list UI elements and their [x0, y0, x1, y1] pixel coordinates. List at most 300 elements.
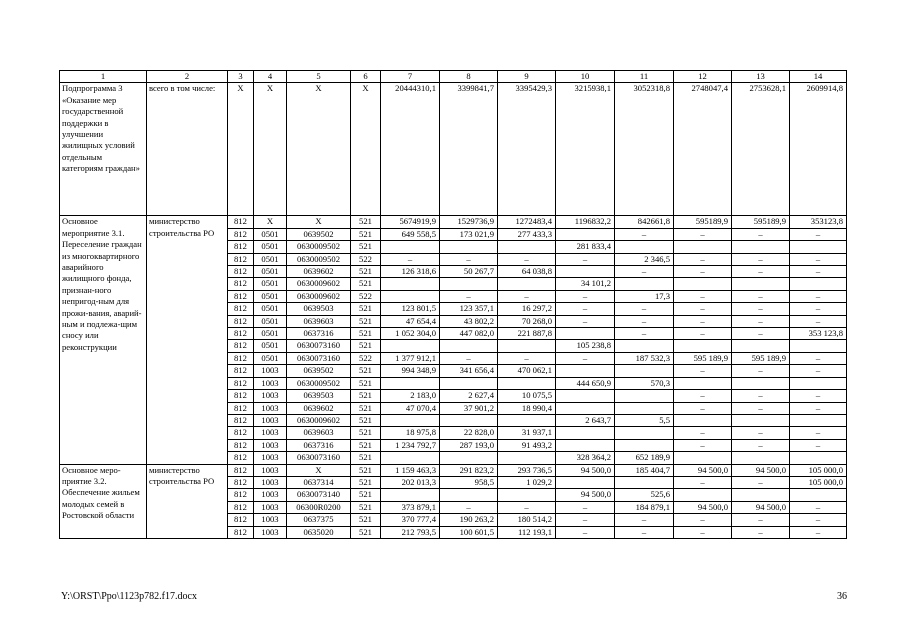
table-cell: 112 193,1: [498, 526, 556, 538]
column-header: 10: [556, 71, 615, 83]
table-cell: 373 879,1: [381, 501, 440, 513]
table-cell: –: [732, 315, 790, 327]
program-label: Основное мероприятие 3.1. Переселение граждан из многоквартирного аварийного жилищного фонда, признан-ного непригод-ным для прожи-вания, аварий-ным и подлежа-щим сносу или реконструкции: [60, 216, 147, 464]
table-cell: [381, 290, 440, 302]
table-cell: –: [556, 303, 615, 315]
table-cell: –: [674, 228, 732, 240]
table-cell: 341 656,4: [440, 365, 498, 377]
table-cell: 328 364,2: [556, 452, 615, 464]
column-header: 4: [254, 71, 287, 83]
table-cell: 18 975,8: [381, 427, 440, 439]
table-cell: 812: [228, 514, 254, 526]
table-cell: Х: [351, 83, 381, 216]
table-cell: 22 828,0: [440, 427, 498, 439]
table-cell: –: [790, 526, 847, 538]
table-cell: 812: [228, 390, 254, 402]
table-cell: [615, 340, 674, 352]
table-cell: 43 802,2: [440, 315, 498, 327]
table-cell: 0501: [254, 303, 287, 315]
column-header: 3: [228, 71, 254, 83]
table-cell: [790, 340, 847, 352]
table-cell: [732, 340, 790, 352]
table-cell: –: [674, 526, 732, 538]
table-cell: 1003: [254, 439, 287, 451]
table-cell: 190 263,2: [440, 514, 498, 526]
table-cell: 0501: [254, 352, 287, 364]
table-cell: 994 348,9: [381, 365, 440, 377]
table-cell: [556, 365, 615, 377]
table-cell: 126 318,6: [381, 266, 440, 278]
table-cell: [440, 414, 498, 426]
table-cell: 123 357,1: [440, 303, 498, 315]
table-cell: 18 990,4: [498, 402, 556, 414]
table-cell: –: [732, 390, 790, 402]
table-cell: 10 075,5: [498, 390, 556, 402]
table-cell: –: [440, 253, 498, 265]
table-cell: –: [556, 290, 615, 302]
table-cell: 521: [351, 439, 381, 451]
table-cell: [674, 414, 732, 426]
table-cell: 185 404,7: [615, 464, 674, 476]
table-cell: 0630073140: [287, 489, 351, 501]
table-cell: 100 601,5: [440, 526, 498, 538]
table-cell: 842661,8: [615, 216, 674, 228]
table-cell: 1003: [254, 526, 287, 538]
table-cell: 0639502: [287, 365, 351, 377]
table-cell: 291 823,2: [440, 464, 498, 476]
table-cell: 94 500,0: [674, 501, 732, 513]
table-cell: 0501: [254, 228, 287, 240]
table-cell: [615, 427, 674, 439]
table-cell: 595 189,9: [732, 352, 790, 364]
table-cell: 521: [351, 464, 381, 476]
table-cell: [381, 452, 440, 464]
table-cell: 180 514,2: [498, 514, 556, 526]
table-cell: 287 193,0: [440, 439, 498, 451]
table-cell: 1003: [254, 402, 287, 414]
table-cell: –: [732, 365, 790, 377]
program-label: Подпрограмма 3 «Оказание мер государственной поддержки в улучшении жилищных условий отдельным категориям граждан»: [60, 83, 147, 216]
table-cell: 521: [351, 266, 381, 278]
table-cell: Х: [228, 83, 254, 216]
table-cell: [556, 266, 615, 278]
table-cell: 37 901,2: [440, 402, 498, 414]
table-cell: [790, 452, 847, 464]
table-cell: 184 879,1: [615, 501, 674, 513]
table-cell: 812: [228, 464, 254, 476]
table-cell: –: [790, 501, 847, 513]
table-cell: –: [615, 228, 674, 240]
table-cell: –: [674, 390, 732, 402]
table-cell: 0501: [254, 241, 287, 253]
table-cell: –: [790, 427, 847, 439]
table-cell: 812: [228, 266, 254, 278]
table-cell: [615, 390, 674, 402]
table-cell: 2 346,5: [615, 253, 674, 265]
table-cell: 0501: [254, 290, 287, 302]
table-cell: [556, 476, 615, 488]
column-header: 8: [440, 71, 498, 83]
table-cell: 812: [228, 476, 254, 488]
table-cell: –: [790, 402, 847, 414]
table-cell: 2 183,0: [381, 390, 440, 402]
table-cell: 812: [228, 501, 254, 513]
table-cell: 221 887,8: [498, 328, 556, 340]
table-cell: 105 000,0: [790, 464, 847, 476]
table-cell: [790, 414, 847, 426]
table-cell: [381, 489, 440, 501]
table-cell: 812: [228, 526, 254, 538]
table-cell: [498, 340, 556, 352]
table-cell: 812: [228, 352, 254, 364]
table-cell: 0501: [254, 315, 287, 327]
table-cell: –: [498, 253, 556, 265]
table-cell: [615, 402, 674, 414]
table-cell: [790, 278, 847, 290]
table-cell: [556, 402, 615, 414]
table-cell: 0635020: [287, 526, 351, 538]
table-cell: 34 101,2: [556, 278, 615, 290]
table-cell: 521: [351, 216, 381, 228]
table-cell: [498, 377, 556, 389]
table-cell: 0639603: [287, 427, 351, 439]
table-cell: –: [556, 501, 615, 513]
table-cell: –: [615, 514, 674, 526]
table-cell: 570,3: [615, 377, 674, 389]
table-cell: 94 500,0: [556, 489, 615, 501]
table-cell: [381, 340, 440, 352]
column-header: 2: [147, 71, 228, 83]
table-cell: 2 627,4: [440, 390, 498, 402]
table-cell: –: [790, 253, 847, 265]
table-cell: 0501: [254, 278, 287, 290]
table-cell: [732, 489, 790, 501]
table-cell: 521: [351, 340, 381, 352]
table-cell: [498, 414, 556, 426]
table-cell: 277 433,3: [498, 228, 556, 240]
table-cell: –: [790, 514, 847, 526]
table-cell: 595 189,9: [674, 352, 732, 364]
table-cell: 202 013,3: [381, 476, 440, 488]
table-cell: [732, 452, 790, 464]
table-cell: Х: [287, 83, 351, 216]
table-cell: –: [556, 253, 615, 265]
table-cell: 0639503: [287, 303, 351, 315]
table-cell: 444 650,9: [556, 377, 615, 389]
table-cell: –: [732, 476, 790, 488]
table-cell: 521: [351, 377, 381, 389]
table-cell: –: [440, 501, 498, 513]
table-cell: –: [790, 390, 847, 402]
file-path: Y:\ORST\Ppo\1123p782.f17.docx: [61, 591, 197, 602]
table-cell: 521: [351, 414, 381, 426]
table-cell: [674, 241, 732, 253]
table-cell: –: [732, 228, 790, 240]
table-cell: 94 500,0: [732, 464, 790, 476]
table-cell: 470 062,1: [498, 365, 556, 377]
table-cell: 652 189,9: [615, 452, 674, 464]
table-cell: 812: [228, 439, 254, 451]
table-cell: 47 070,4: [381, 402, 440, 414]
table-cell: 0630009602: [287, 290, 351, 302]
table-cell: 1003: [254, 390, 287, 402]
table-cell: 521: [351, 328, 381, 340]
table-cell: –: [790, 315, 847, 327]
table-cell: 1003: [254, 464, 287, 476]
column-header: 5: [287, 71, 351, 83]
table-cell: 105 238,8: [556, 340, 615, 352]
table-cell: –: [674, 290, 732, 302]
table-cell: 1003: [254, 476, 287, 488]
table-cell: [674, 489, 732, 501]
table-cell: [381, 377, 440, 389]
table-cell: –: [674, 315, 732, 327]
table-cell: 0637314: [287, 476, 351, 488]
table-cell: 105 000,0: [790, 476, 847, 488]
executor-cell: министерство строительства РО: [147, 464, 228, 538]
table-cell: 0630009502: [287, 241, 351, 253]
table-cell: 521: [351, 278, 381, 290]
table-cell: Х: [287, 464, 351, 476]
table-cell: 812: [228, 452, 254, 464]
table-cell: 2748047,4: [674, 83, 732, 216]
table-cell: 812: [228, 427, 254, 439]
table-cell: 0639603: [287, 315, 351, 327]
table-cell: 0501: [254, 253, 287, 265]
table-cell: 525,6: [615, 489, 674, 501]
table-cell: –: [615, 328, 674, 340]
table-cell: [674, 377, 732, 389]
header-row: [60, 71, 847, 83]
table-cell: 812: [228, 365, 254, 377]
table-cell: 1003: [254, 489, 287, 501]
column-header: 14: [790, 71, 847, 83]
table-cell: 595189,9: [732, 216, 790, 228]
table-cell: –: [790, 228, 847, 240]
table-cell: 447 082,0: [440, 328, 498, 340]
table-cell: 293 736,5: [498, 464, 556, 476]
table-cell: 521: [351, 452, 381, 464]
table-cell: 521: [351, 427, 381, 439]
table-cell: –: [556, 315, 615, 327]
table-cell: [440, 278, 498, 290]
table-cell: –: [674, 514, 732, 526]
table-cell: 1003: [254, 514, 287, 526]
table-cell: 521: [351, 390, 381, 402]
table-cell: 812: [228, 414, 254, 426]
table-cell: –: [674, 439, 732, 451]
table-row: [60, 464, 847, 476]
table-cell: 353123,8: [790, 216, 847, 228]
column-header: 12: [674, 71, 732, 83]
table-cell: –: [790, 439, 847, 451]
table-cell: 3052318,8: [615, 83, 674, 216]
table-cell: 595189,9: [674, 216, 732, 228]
table-cell: –: [732, 290, 790, 302]
table-cell: 123 801,5: [381, 303, 440, 315]
table-cell: [674, 278, 732, 290]
table-cell: [556, 390, 615, 402]
table-cell: [615, 476, 674, 488]
table-cell: –: [615, 315, 674, 327]
table-cell: 0637375: [287, 514, 351, 526]
table-cell: 521: [351, 365, 381, 377]
table-cell: 1 377 912,1: [381, 352, 440, 364]
table-cell: 91 493,2: [498, 439, 556, 451]
table-cell: –: [732, 526, 790, 538]
table-cell: –: [381, 253, 440, 265]
table-cell: –: [615, 303, 674, 315]
table-cell: 812: [228, 241, 254, 253]
table-cell: [498, 489, 556, 501]
table-cell: –: [732, 303, 790, 315]
table-cell: –: [674, 476, 732, 488]
table-cell: 353 123,8: [790, 328, 847, 340]
table-cell: 370 777,4: [381, 514, 440, 526]
table-cell: 1 159 463,3: [381, 464, 440, 476]
table-cell: 64 038,8: [498, 266, 556, 278]
table-cell: Х: [287, 216, 351, 228]
table-cell: [732, 414, 790, 426]
table-cell: –: [440, 352, 498, 364]
table-cell: –: [556, 352, 615, 364]
table-cell: 521: [351, 228, 381, 240]
table-cell: –: [732, 439, 790, 451]
table-cell: 94 500,0: [732, 501, 790, 513]
table-cell: 1 234 792,7: [381, 439, 440, 451]
executor-cell: министерство строительства РО: [147, 216, 228, 464]
table-cell: 1003: [254, 414, 287, 426]
table-cell: 521: [351, 526, 381, 538]
table-cell: 0637316: [287, 439, 351, 451]
table-cell: 3215938,1: [556, 83, 615, 216]
table-cell: –: [674, 427, 732, 439]
table-cell: [732, 377, 790, 389]
table-cell: –: [732, 402, 790, 414]
table-cell: 812: [228, 216, 254, 228]
column-header: 9: [498, 71, 556, 83]
table-cell: –: [674, 253, 732, 265]
table-cell: 958,5: [440, 476, 498, 488]
table-cell: 0501: [254, 328, 287, 340]
table-cell: [790, 489, 847, 501]
table-cell: 812: [228, 303, 254, 315]
table-cell: –: [732, 427, 790, 439]
table-cell: –: [615, 266, 674, 278]
table-cell: 70 268,0: [498, 315, 556, 327]
table-cell: [381, 241, 440, 253]
table-cell: 0630073160: [287, 452, 351, 464]
table-cell: 17,3: [615, 290, 674, 302]
program-label: Основное меро-приятие 3.2. Обеспечение жильем молодых семей в Ростовской области: [60, 464, 147, 538]
table-cell: [615, 439, 674, 451]
table-cell: 212 793,5: [381, 526, 440, 538]
table-cell: [498, 241, 556, 253]
table-cell: [498, 278, 556, 290]
table-cell: 0639602: [287, 402, 351, 414]
table-cell: 0630009502: [287, 377, 351, 389]
table-cell: [732, 241, 790, 253]
table-cell: –: [498, 352, 556, 364]
table-cell: 522: [351, 290, 381, 302]
column-header: 7: [381, 71, 440, 83]
table-cell: 522: [351, 253, 381, 265]
table-cell: 3399841,7: [440, 83, 498, 216]
table-cell: 522: [351, 352, 381, 364]
table-cell: 16 297,2: [498, 303, 556, 315]
table-cell: 20444310,1: [381, 83, 440, 216]
table-row: [60, 216, 847, 228]
table-cell: [556, 439, 615, 451]
table-cell: 94 500,0: [674, 464, 732, 476]
table-cell: 1003: [254, 452, 287, 464]
column-header: 1: [60, 71, 147, 83]
table-cell: [440, 241, 498, 253]
table-cell: 0630009602: [287, 278, 351, 290]
table-cell: 06300R0200: [287, 501, 351, 513]
table-cell: 0637316: [287, 328, 351, 340]
table-cell: 812: [228, 315, 254, 327]
table-cell: 812: [228, 402, 254, 414]
table-cell: 31 937,1: [498, 427, 556, 439]
table-cell: –: [440, 290, 498, 302]
table-cell: –: [498, 290, 556, 302]
table-cell: 812: [228, 228, 254, 240]
table-cell: –: [674, 402, 732, 414]
table-cell: [440, 377, 498, 389]
table-cell: [790, 241, 847, 253]
table-cell: [615, 241, 674, 253]
table-cell: 812: [228, 253, 254, 265]
table-cell: –: [790, 290, 847, 302]
table-cell: –: [615, 526, 674, 538]
column-header: 11: [615, 71, 674, 83]
table-cell: 521: [351, 514, 381, 526]
table-cell: 1 052 304,0: [381, 328, 440, 340]
table-cell: 173 021,9: [440, 228, 498, 240]
table-cell: Х: [254, 216, 287, 228]
table-cell: 521: [351, 241, 381, 253]
table-cell: 0630009602: [287, 414, 351, 426]
table-cell: [732, 278, 790, 290]
table-cell: 521: [351, 501, 381, 513]
table-cell: 281 833,4: [556, 241, 615, 253]
table-cell: 521: [351, 489, 381, 501]
table-cell: –: [498, 501, 556, 513]
table-cell: 521: [351, 303, 381, 315]
table-cell: [790, 377, 847, 389]
table-cell: 94 500,0: [556, 464, 615, 476]
table-cell: 1272483,4: [498, 216, 556, 228]
table-cell: 0630073160: [287, 352, 351, 364]
budget-table: [59, 70, 847, 539]
table-cell: 0639602: [287, 266, 351, 278]
table-cell: 47 654,4: [381, 315, 440, 327]
table-cell: 2753628,1: [732, 83, 790, 216]
table-cell: [440, 452, 498, 464]
table-cell: 0630073160: [287, 340, 351, 352]
table-cell: –: [790, 303, 847, 315]
table-cell: 2609914,8: [790, 83, 847, 216]
table-cell: [674, 452, 732, 464]
table-cell: 521: [351, 476, 381, 488]
table-cell: –: [674, 365, 732, 377]
table-cell: 2 643,7: [556, 414, 615, 426]
table-cell: 1529736,9: [440, 216, 498, 228]
table-cell: 812: [228, 278, 254, 290]
table-cell: 812: [228, 328, 254, 340]
column-header: 6: [351, 71, 381, 83]
